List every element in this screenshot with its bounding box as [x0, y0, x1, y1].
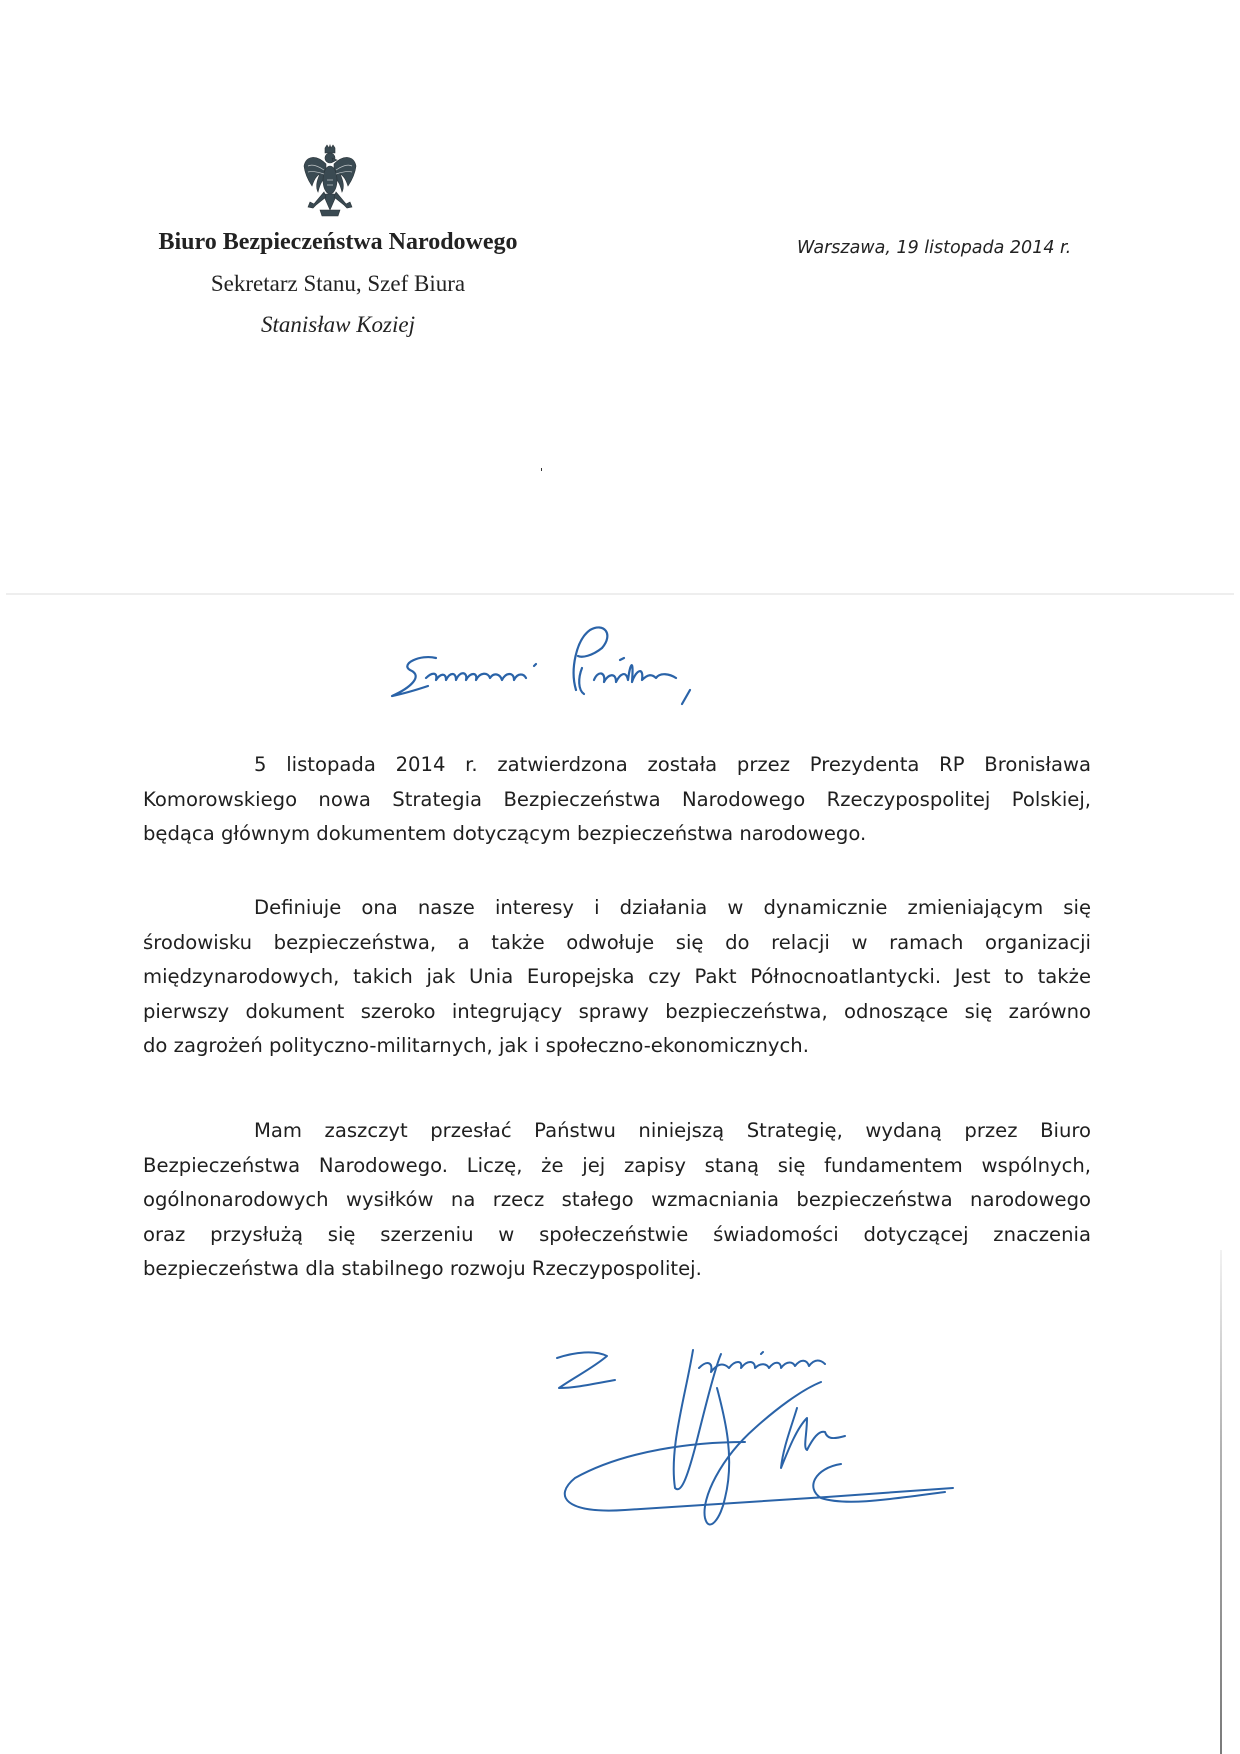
scan-speck [541, 468, 542, 471]
paragraph-line: 5 listopada 2014 r. zatwierdzona została przez Prezydenta RP Bronisława [254, 753, 1091, 776]
paragraph-line: Mam zaszczyt przesłać Państwu niniejszą Strategię, wydaną przez Biuro [254, 1119, 1091, 1142]
paragraph-line: będąca głównym dokumentem dotyczącym bezpieczeństwa narodowego. [143, 822, 867, 846]
paragraph-line: do zagrożeń polityczno-militarnych, jak i społeczno-ekonomicznych. [143, 1034, 809, 1058]
signatory-name: Stanisław Koziej [261, 312, 415, 337]
body-paragraph-3 [143, 1114, 1091, 1287]
organization-name: Biuro Bezpieczeństwa Narodowego [158, 229, 518, 255]
paragraph-line: Komorowskiego nowa Strategia Bezpieczeństwa Narodowego Rzeczypospolitej Polskiej, [143, 787, 1091, 811]
paragraph-line: Definiuje ona nasze interesy i działania w dynamicznie zmieniającym się [254, 896, 1091, 919]
paragraph-line: Bezpieczeństwa Narodowego. Liczę, że jej zapisy staną się fundamentem wspólnych, [143, 1153, 1091, 1177]
page-fold-divider [6, 593, 1234, 595]
place-and-date: Warszawa, 19 listopada 2014 r. [797, 238, 1072, 258]
handwritten-signature [545, 1338, 985, 1538]
body-paragraph-2 [143, 891, 1091, 1064]
scan-edge-line [1220, 1250, 1222, 1754]
position-title: Sekretarz Stanu, Szef Biura [210, 271, 466, 296]
body-paragraph-1 [143, 748, 1091, 852]
paragraph-line: międzynarodowych, takich jak Unia Europejska czy Pakt Północnoatlantycki. Jest to także [143, 965, 1091, 989]
paragraph-line: bezpieczeństwa dla stabilnego rozwoju Rzeczypospolitej. [143, 1257, 702, 1281]
handwritten-salutation [380, 620, 800, 710]
paragraph-line: oraz przysłużą się szerzeniu w społeczeństwie świadomości dotyczącej znaczenia [143, 1222, 1091, 1246]
paragraph-line: pierwszy dokument szeroko integrujący sprawy bezpieczeństwa, odnoszące się zarówno [143, 999, 1091, 1023]
paragraph-line: ogólnonarodowych wysiłków na rzecz stałego wzmacniania bezpieczeństwa narodowego [143, 1188, 1091, 1212]
paragraph-line: środowisku bezpieczeństwa, a także odwołuje się do relacji w ramach organizacji [143, 930, 1091, 954]
eagle-emblem-icon [302, 144, 358, 222]
